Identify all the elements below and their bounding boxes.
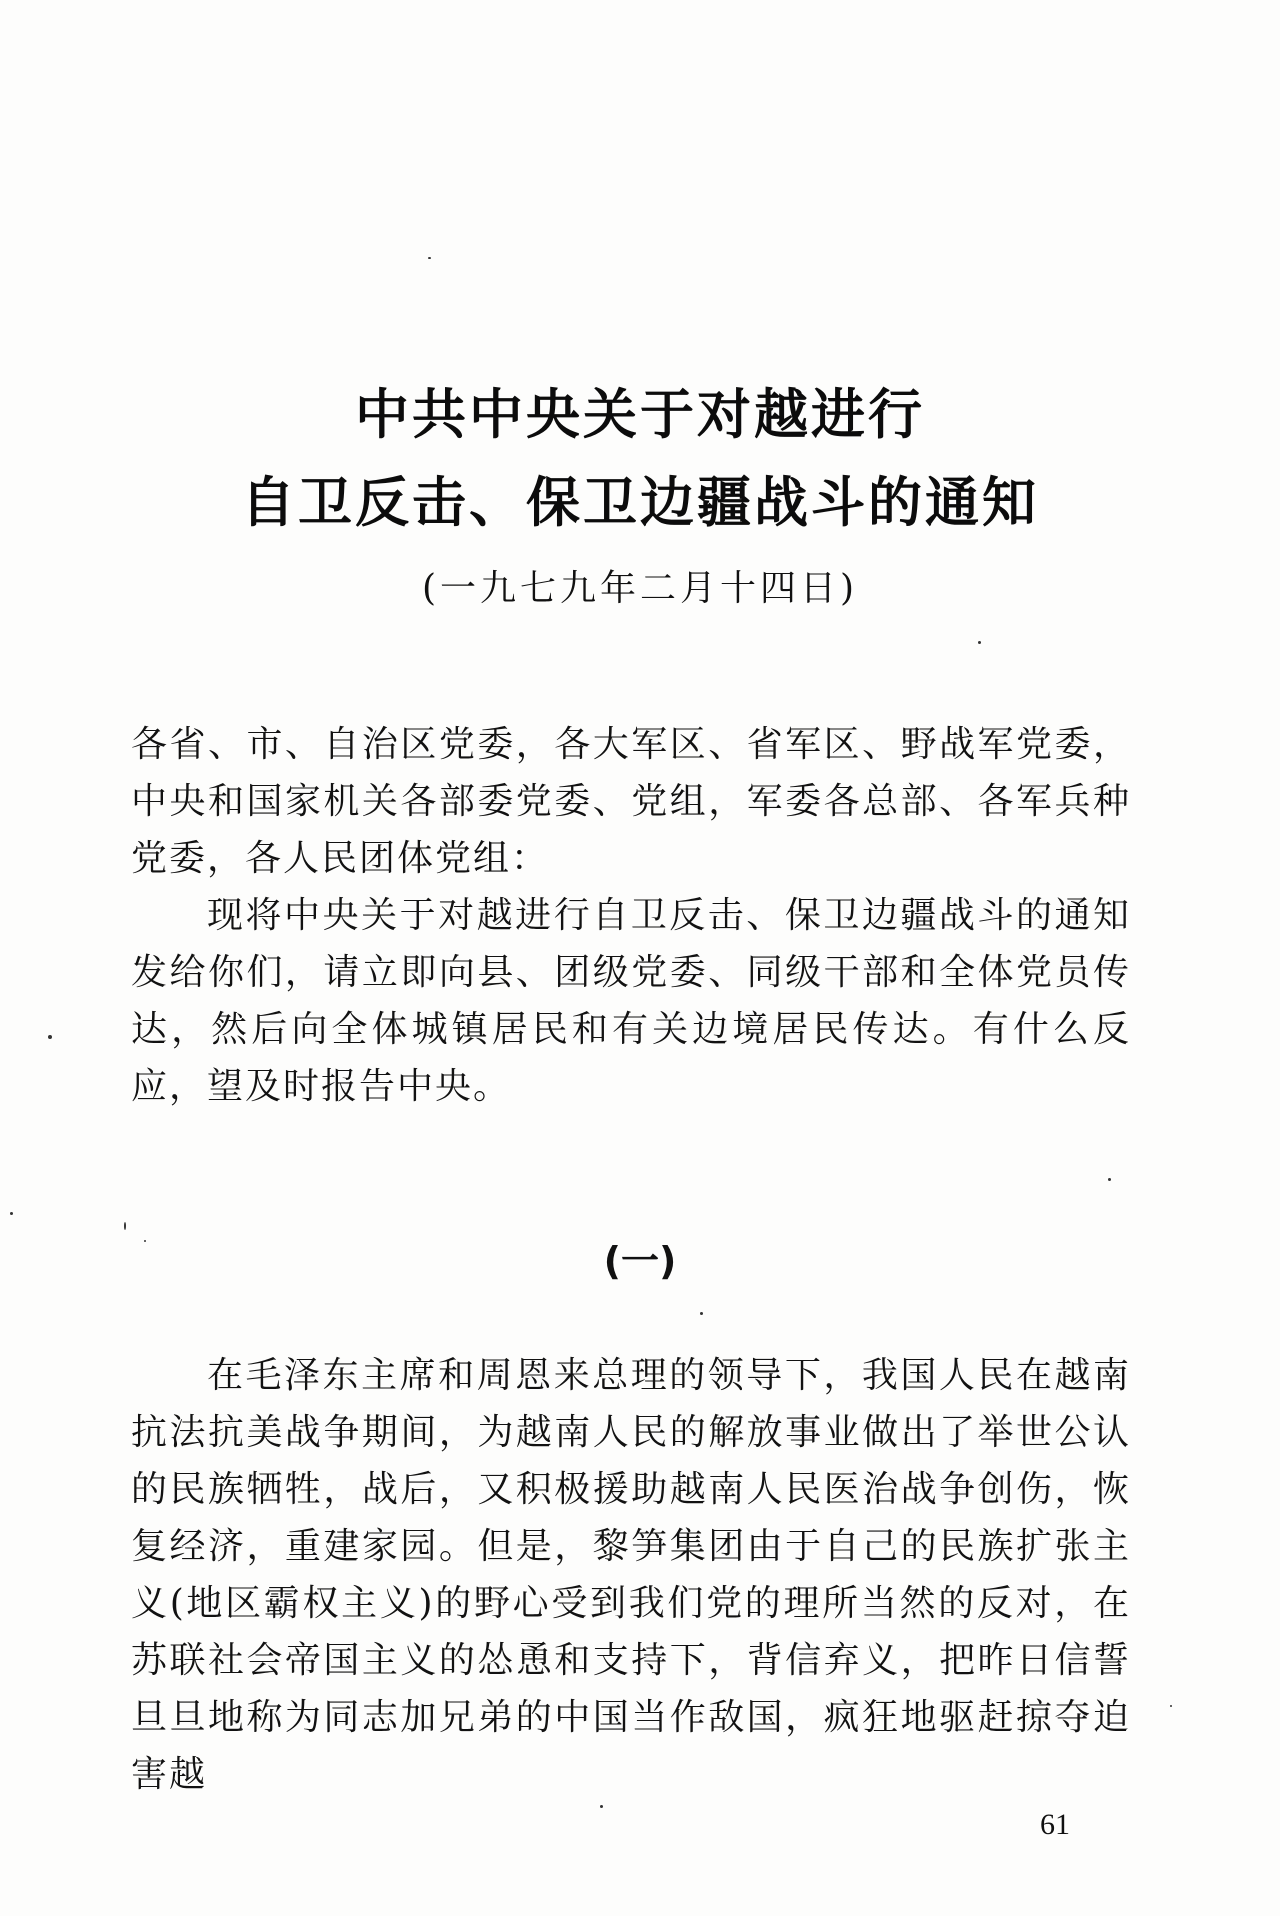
scan-speck: [48, 1035, 52, 1039]
notice-paragraph: 现将中央关于对越进行自卫反击、保卫边疆战斗的通知发给你们，请立即向县、团级党委、同级干部和全体党员传达，然后向全体城镇居民和有关边境居民传达。有什么反应，望及时报告中央。: [131, 895, 1131, 1107]
page-number: 61: [1040, 1808, 1070, 1841]
scan-speck: [600, 1805, 603, 1808]
scan-speck: [144, 1240, 146, 1242]
section-paragraph: 在毛泽东主席和周恩来总理的领导下，我国人民在越南抗法抗美战争期间，为越南人民的解放事业做出了举世公认的民族牺牲，战后，又积极援助越南人民医治战争创伤，恢复经济，重建家园。但是，黎笋集团由于自己的民族扩张主义(地区霸权主义)的野心受到我们党的理所当然的反对，在苏联社会帝国主义的怂恿和支持下，背信弃义，把昨日信誓旦旦地称为同志加兄弟的中国当作敌国，疯狂地驱赶掠夺迫害越: [131, 1355, 1131, 1795]
scan-speck: [700, 1312, 703, 1315]
scan-speck: [1170, 1705, 1172, 1707]
document-title-line-1: 中共中央关于对越进行: [355, 383, 925, 446]
scan-speck: [10, 1212, 13, 1215]
section-heading: (一): [603, 1239, 677, 1283]
notice-body: [131, 716, 1131, 1115]
document-date: (一九七九年二月十四日): [421, 568, 859, 609]
scan-speck: [428, 257, 431, 259]
section-body: [131, 1347, 1131, 1803]
scan-speck: [124, 1222, 126, 1230]
addressee-paragraph: 各省、市、自治区党委，各大军区、省军区、野战军党委，中央和国家机关各部委党委、党组，军委各总部、各军兵种党委，各人民团体党组：: [131, 724, 1131, 879]
document-title-line-2: 自卫反击、保卫边疆战斗的通知: [241, 471, 1039, 534]
scan-speck: [1108, 1178, 1111, 1181]
scan-speck: [978, 641, 981, 644]
